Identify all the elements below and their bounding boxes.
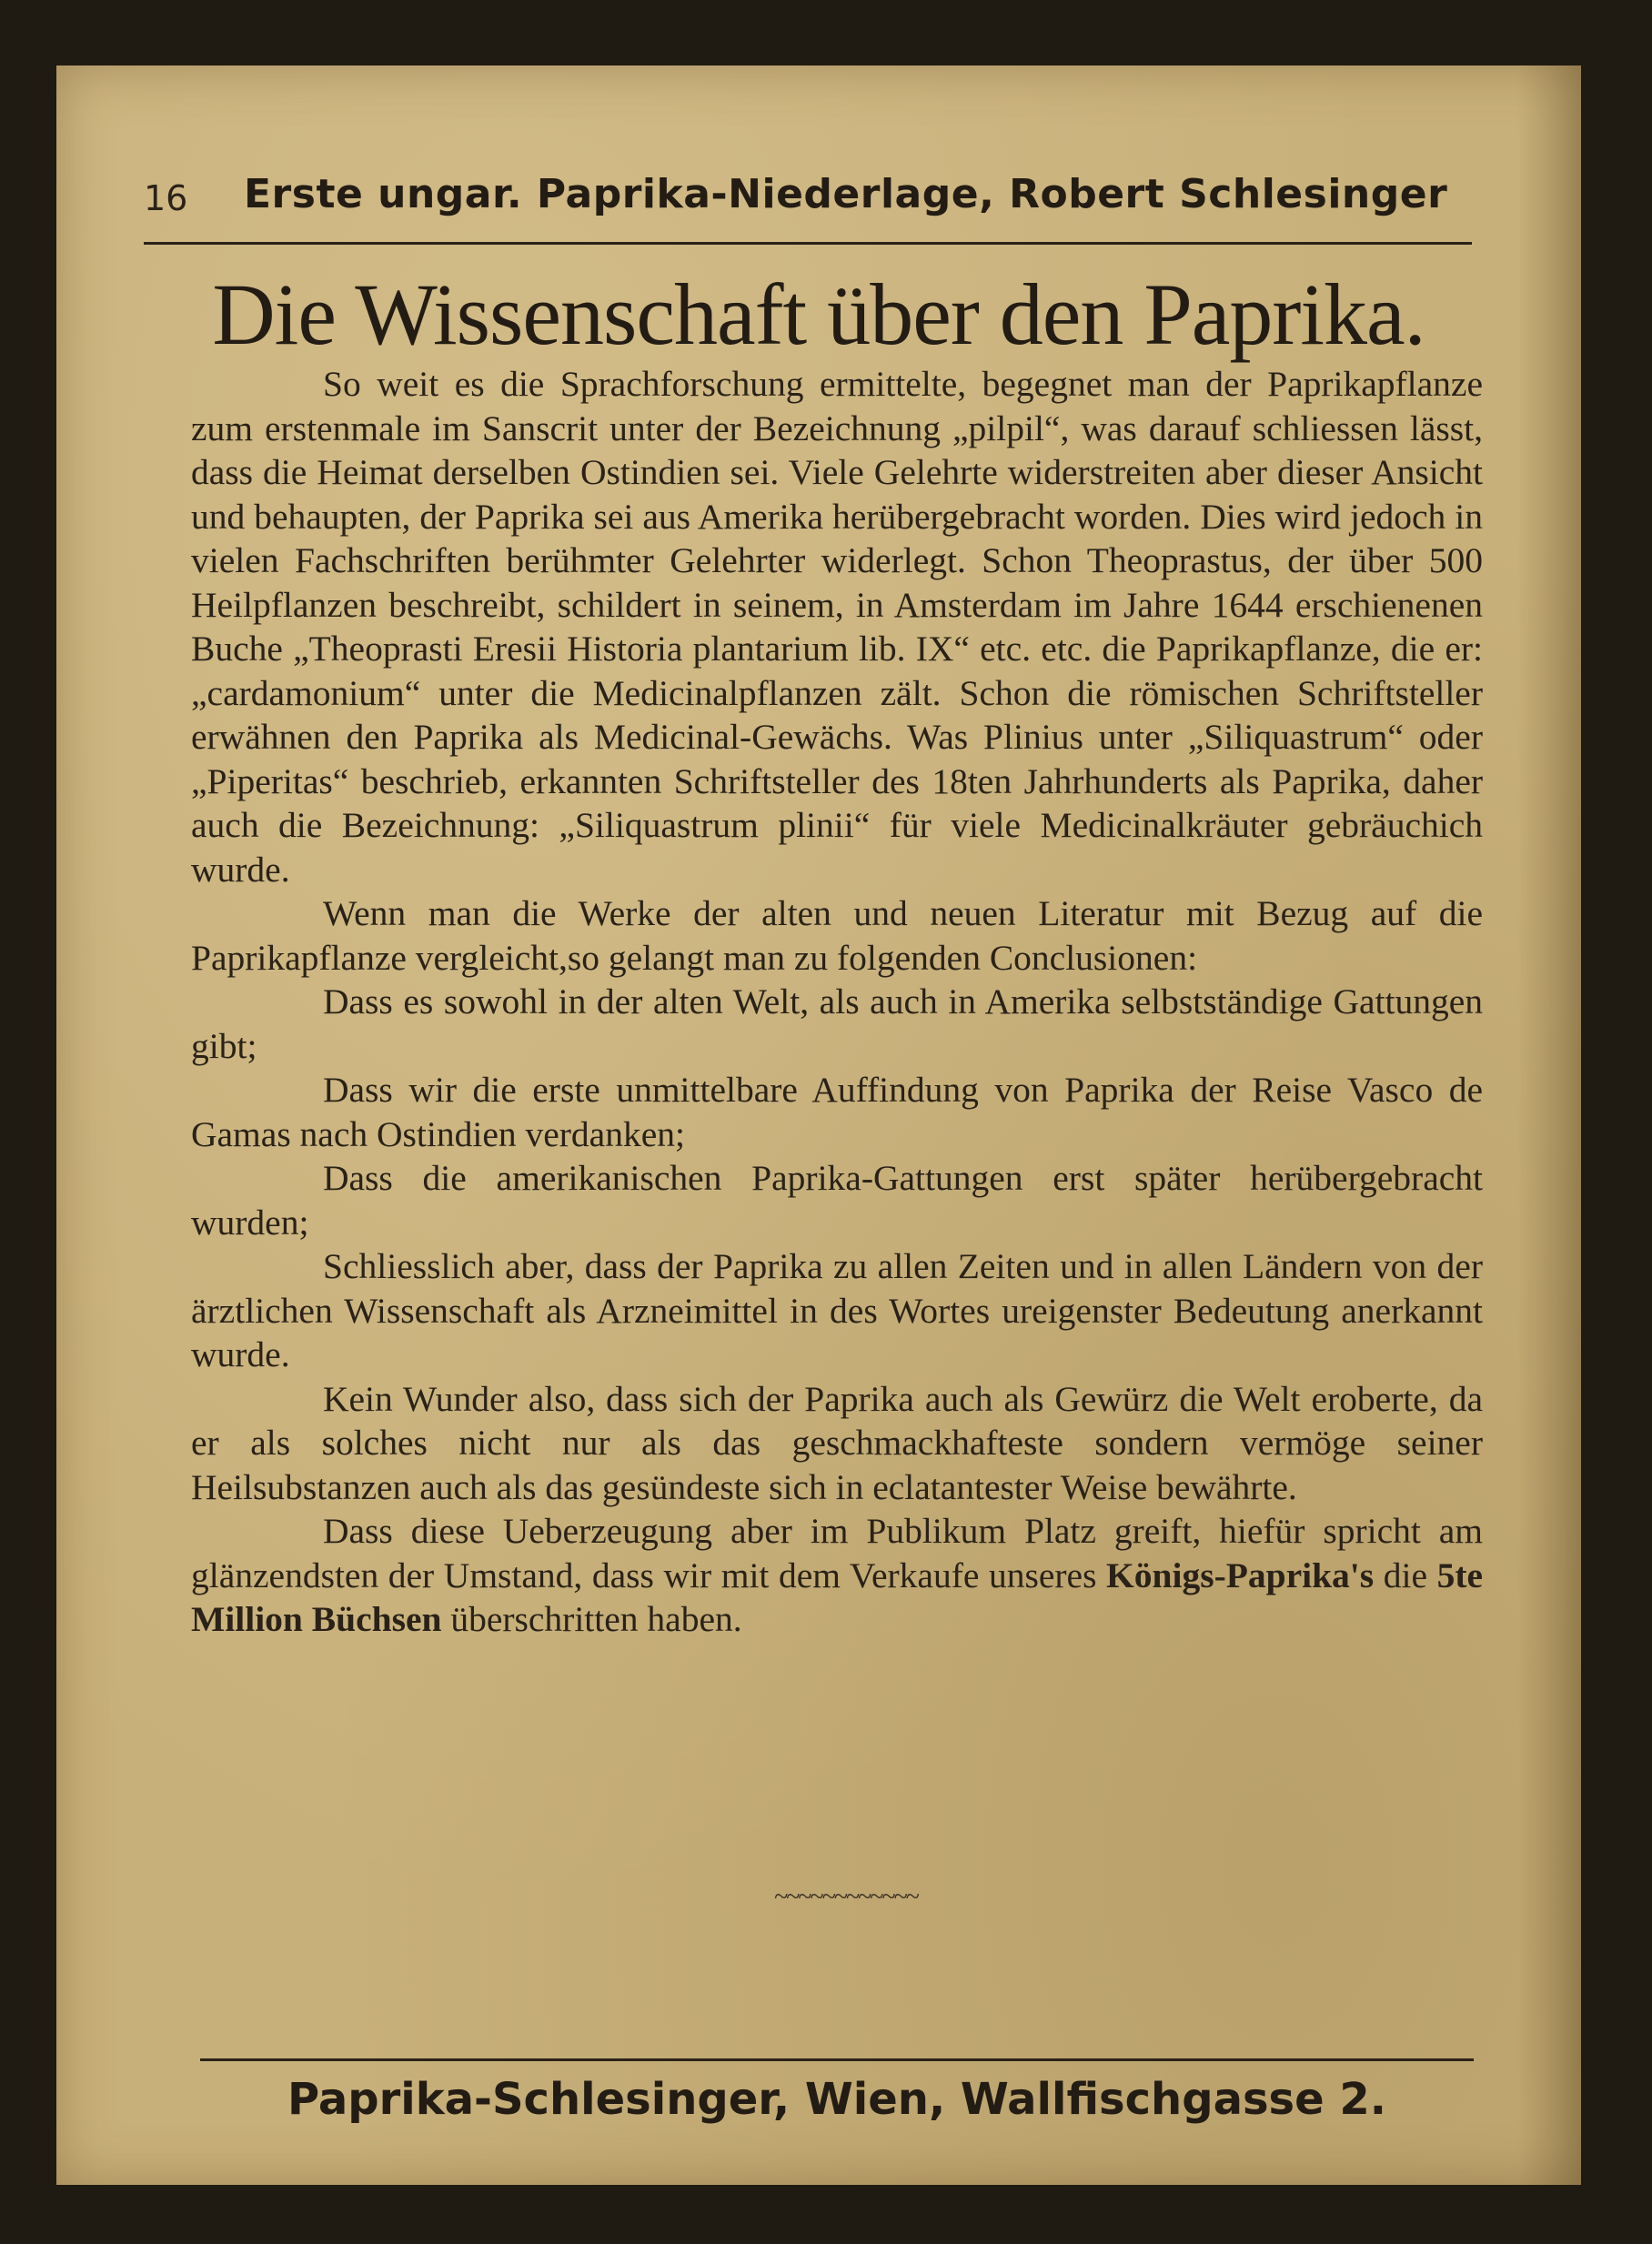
closing-paragraph <box>191 1509 1483 1642</box>
closing-text-start: Dass diese Ueberzeugung aber im Publikum Platz greift, hiefür spricht am glänzendsten der Umstand, dass wir mit dem Verkaufe unseres <box>191 1511 1483 1595</box>
page-title: Die Wissenschaft über den Paprika. <box>212 266 1425 363</box>
running-head: Erste ungar. Paprika-Niederlage, Robert Schlesinger <box>244 171 1448 217</box>
paragraph: Dass wir die erste unmittelbare Auffindung von Paprika der Reise Vasco de Gamas nach Ostindien verdanken; <box>191 1070 1483 1154</box>
header-rule <box>144 242 1472 245</box>
paragraph: Wenn man die Werke der alten und neuen Literatur mit Bezug auf die Paprikapflanze vergleicht,so gelangt man zu folgenden Conclusionen: <box>191 893 1483 978</box>
product-name: Königs-Paprika's <box>1106 1555 1375 1595</box>
sales-milestone: 5te Million Büchsen <box>191 1555 1484 1639</box>
page-header <box>144 116 1472 218</box>
page-footer: Paprika-Schlesinger, Wien, Wallfischgasse 2. <box>287 2074 1387 2125</box>
paragraph: Schliesslich aber, dass der Paprika zu allen Zeiten und in allen Ländern von der ärztlichen Wissenschaft als Arzneimittel in des Wortes ureigenster Bedeutung anerkannt wurde. <box>191 1246 1483 1374</box>
paragraph: Dass es sowohl in der alten Welt, als auch in Amerika selbstständige Gattungen gibt; <box>191 981 1483 1066</box>
paragraph: Dass die amerikanischen Paprika-Gattungen erst später herübergebracht wurden; <box>191 1158 1483 1243</box>
page-spine-shadow <box>1517 65 1581 2185</box>
body-text <box>191 362 1483 1642</box>
footer-rule <box>200 2058 1474 2061</box>
paragraph: So weit es die Sprachforschung ermittelte, begegnet man der Paprikapflanze zum erstenmale im Sanscrit unter der Bezeichnung „pilpil“, was darauf schliessen lässt, dass die Heimat derselben Ostindien sei. Viele Gelehrte widerstreiten aber dieser Ansicht und behaupten, der Paprika sei aus Amerika herübergebracht worden. Dies wird jedoch in vielen Fachschriften berühmter Gelehrter widerlegt. Schon Theoprastus, der über 500 Heilpflanzen beschreibt, schildert in seinem, in Amsterdam im Jahre 1644 erschienenen Buche „Theoprasti Eresii Historia plantarium lib. IX“ etc. etc. die Paprikapflanze, die er: „cardamonium“ unter die Medicinalpflanzen zält. Schon die römischen Schriftsteller erwähnen den Paprika als Medicinal-Gewächs. Was Plinius unter „Siliquastrum“ oder „Piperitas“ beschrieb, erkannten Schriftsteller des 18ten Jahrhunderts als Paprika, daher auch die Bezeichnung: „Siliquastrum plinii“ für viele Medicinalkräuter gebräuchich wurde. <box>191 364 1483 890</box>
closing-text-middle: die <box>1383 1555 1428 1595</box>
page-number: 16 <box>144 178 188 218</box>
ornament-divider: ~~~~~~~~~~~~ <box>774 1883 918 1911</box>
paragraph: Kein Wunder also, dass sich der Paprika auch als Gewürz die Welt eroberte, da er als solches nicht nur als das geschmackhafteste sondern vermöge seiner Heilsubstanzen auch als das gesündeste sich in eclatantester Weise bewährte. <box>191 1378 1483 1507</box>
closing-text-end: überschritten haben. <box>450 1599 742 1639</box>
